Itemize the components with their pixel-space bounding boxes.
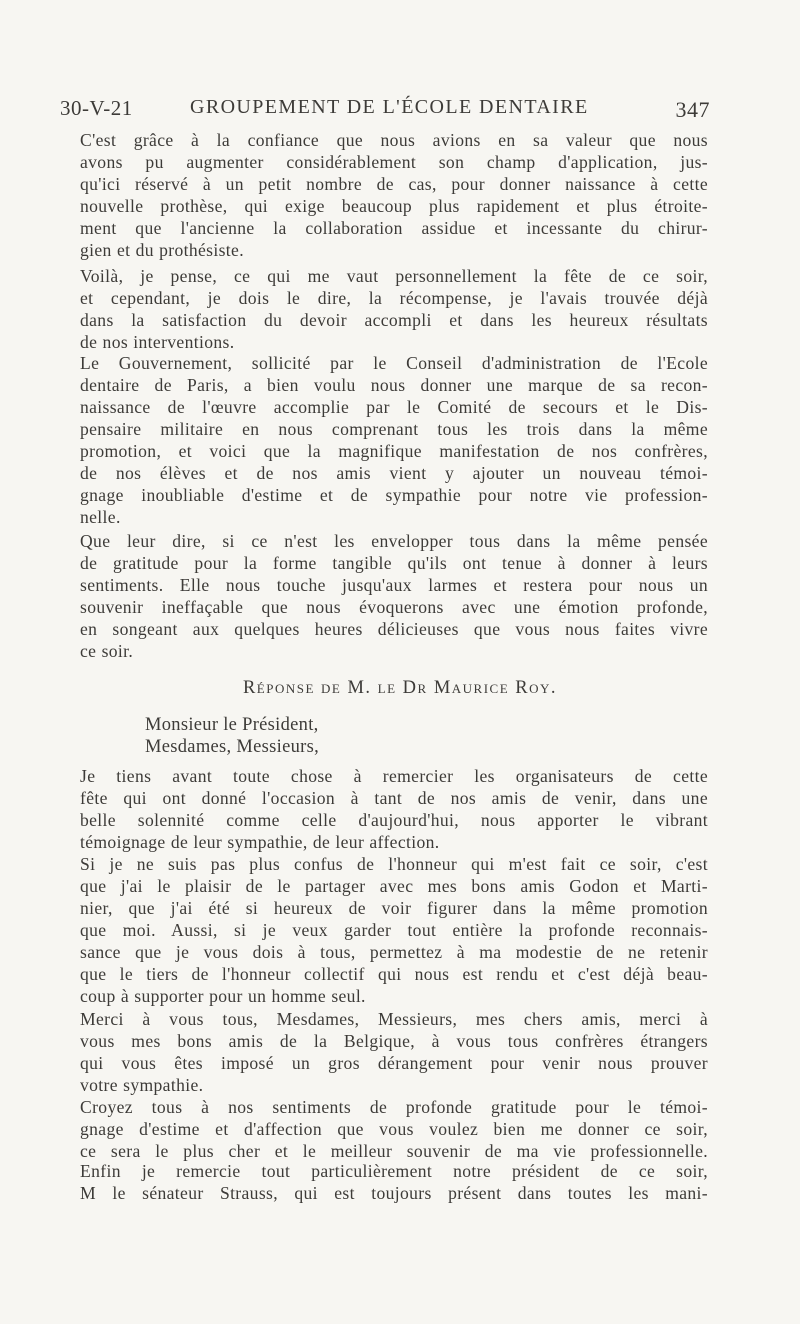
text-line: nouvelle prothèse, qui exige beaucoup plus rapidement et plus étroite- [80, 196, 708, 216]
text-line: C'est grâce à la confiance que nous avions en sa valeur que nous [80, 130, 708, 150]
text-line: et cependant, je dois le dire, la récompense, je l'avais trouvée déjà [80, 288, 708, 308]
header-title: GROUPEMENT DE L'ÉCOLE DENTAIRE [190, 96, 589, 118]
text-line: Enfin je remercie tout particulièrement notre président de ce soir, [80, 1161, 708, 1181]
text-line: qui vous êtes imposé un gros dérangement pour venir nous prouver [80, 1053, 708, 1073]
paragraph [80, 1008, 708, 1096]
text-line: ce soir. [80, 641, 134, 661]
text-line: belle solennité comme celle d'aujourd'hui, nous apporter le vibrant [80, 810, 708, 830]
text-line: dans la satisfaction du devoir accompli et dans les heureux résultats [80, 310, 708, 330]
text-line: votre sympathie. [80, 1075, 204, 1095]
text-line: Merci à vous tous, Mesdames, Messieurs, mes chers amis, merci à [80, 1009, 708, 1029]
paragraph [80, 1160, 708, 1204]
paragraph [80, 352, 708, 528]
text-line: que j'ai le plaisir de le partager avec mes bons amis Godon et Marti- [80, 876, 708, 896]
text-line: témoignage de leur sympathie, de leur affection. [80, 832, 440, 852]
paragraph [80, 853, 708, 1007]
text-line: avons pu augmenter considérablement son champ d'application, jus- [80, 152, 708, 172]
text-line: de nos élèves et de nos amis vient y ajouter un nouveau témoi- [80, 463, 708, 483]
salutation [145, 714, 319, 758]
text-line: gnage inoubliable d'estime et de sympathie pour notre vie profession- [80, 485, 708, 505]
text-line: gien et du prothésiste. [80, 240, 244, 260]
text-line: ce sera le plus cher et le meilleur souvenir de ma vie professionnelle. [80, 1141, 708, 1161]
text-line: sance que je vous dois à tous, permettez à ma modestie de ne retenir [80, 942, 708, 962]
text-line: de gratitude pour la forme tangible qu'ils ont tenue à donner à leurs [80, 553, 708, 573]
text-line: Le Gouvernement, sollicité par le Conseil d'administration de l'Ecole [80, 353, 708, 373]
paragraph [80, 765, 708, 853]
paragraph [80, 1096, 708, 1162]
text-line: Je tiens avant toute chose à remercier les organisateurs de cette [80, 766, 708, 786]
salutation-line: Monsieur le Président, [145, 715, 319, 735]
text-line: nelle. [80, 507, 121, 527]
text-line: que le tiers de l'honneur collectif qui nous est rendu et c'est déjà beau- [80, 964, 708, 984]
text-line: gnage d'estime et d'affection que vous voulez bien me donner ce soir, [80, 1119, 708, 1139]
text-line: en songeant aux quelques heures délicieuses que vous nous faites vivre [80, 619, 708, 639]
text-line: Croyez tous à nos sentiments de profonde gratitude pour le témoi- [80, 1097, 708, 1117]
text-line: nier, que j'ai été si heureux de voir figurer dans la même promotion [80, 898, 708, 918]
salutation-line: Mesdames, Messieurs, [145, 737, 320, 757]
running-header [60, 96, 710, 124]
text-line: coup à supporter pour un homme seul. [80, 986, 366, 1006]
text-line: fête qui ont donné l'occasion à tant de nos amis de venir, dans une [80, 788, 708, 808]
text-line: qu'ici réservé à un petit nombre de cas, pour donner naissance à cette [80, 174, 708, 194]
text-line: Que leur dire, si ce n'est les envelopper tous dans la même pensée [80, 531, 708, 551]
text-line: promotion, et voici que la magnifique manifestation de nos confrères, [80, 441, 708, 461]
text-line: sentiments. Elle nous touche jusqu'aux larmes et restera pour nous un [80, 575, 708, 595]
header-date: 30-V-21 [60, 96, 133, 120]
paragraph [80, 265, 708, 353]
paragraph [80, 129, 708, 261]
page-number: 347 [675, 97, 710, 122]
text-line: vous mes bons amis de la Belgique, à vous tous confrères étrangers [80, 1031, 708, 1051]
text-line: naissance de l'œuvre accomplie par le Comité de secours et le Dis- [80, 397, 708, 417]
text-line: M le sénateur Strauss, qui est toujours présent dans toutes les mani- [80, 1183, 708, 1203]
text-line: souvenir ineffaçable que nous évoquerons avec une émotion profonde, [80, 597, 708, 617]
paragraph [80, 530, 708, 662]
section-heading: Réponse de M. le Dr Maurice Roy. [242, 678, 558, 698]
text-line: ment que l'ancienne la collaboration assidue et incessante du chirur- [80, 218, 708, 238]
text-line: que moi. Aussi, si je veux garder tout entière la profonde reconnais- [80, 920, 708, 940]
text-line: pensaire militaire en nous comprenant tous les trois dans la même [80, 419, 708, 439]
text-line: Voilà, je pense, ce qui me vaut personnellement la fête de ce soir, [80, 266, 708, 286]
text-line: de nos interventions. [80, 332, 235, 352]
text-line: Si je ne suis pas plus confus de l'honneur qui m'est fait ce soir, c'est [80, 854, 708, 874]
text-line: dentaire de Paris, a bien voulu nous donner une marque de sa recon- [80, 375, 708, 395]
